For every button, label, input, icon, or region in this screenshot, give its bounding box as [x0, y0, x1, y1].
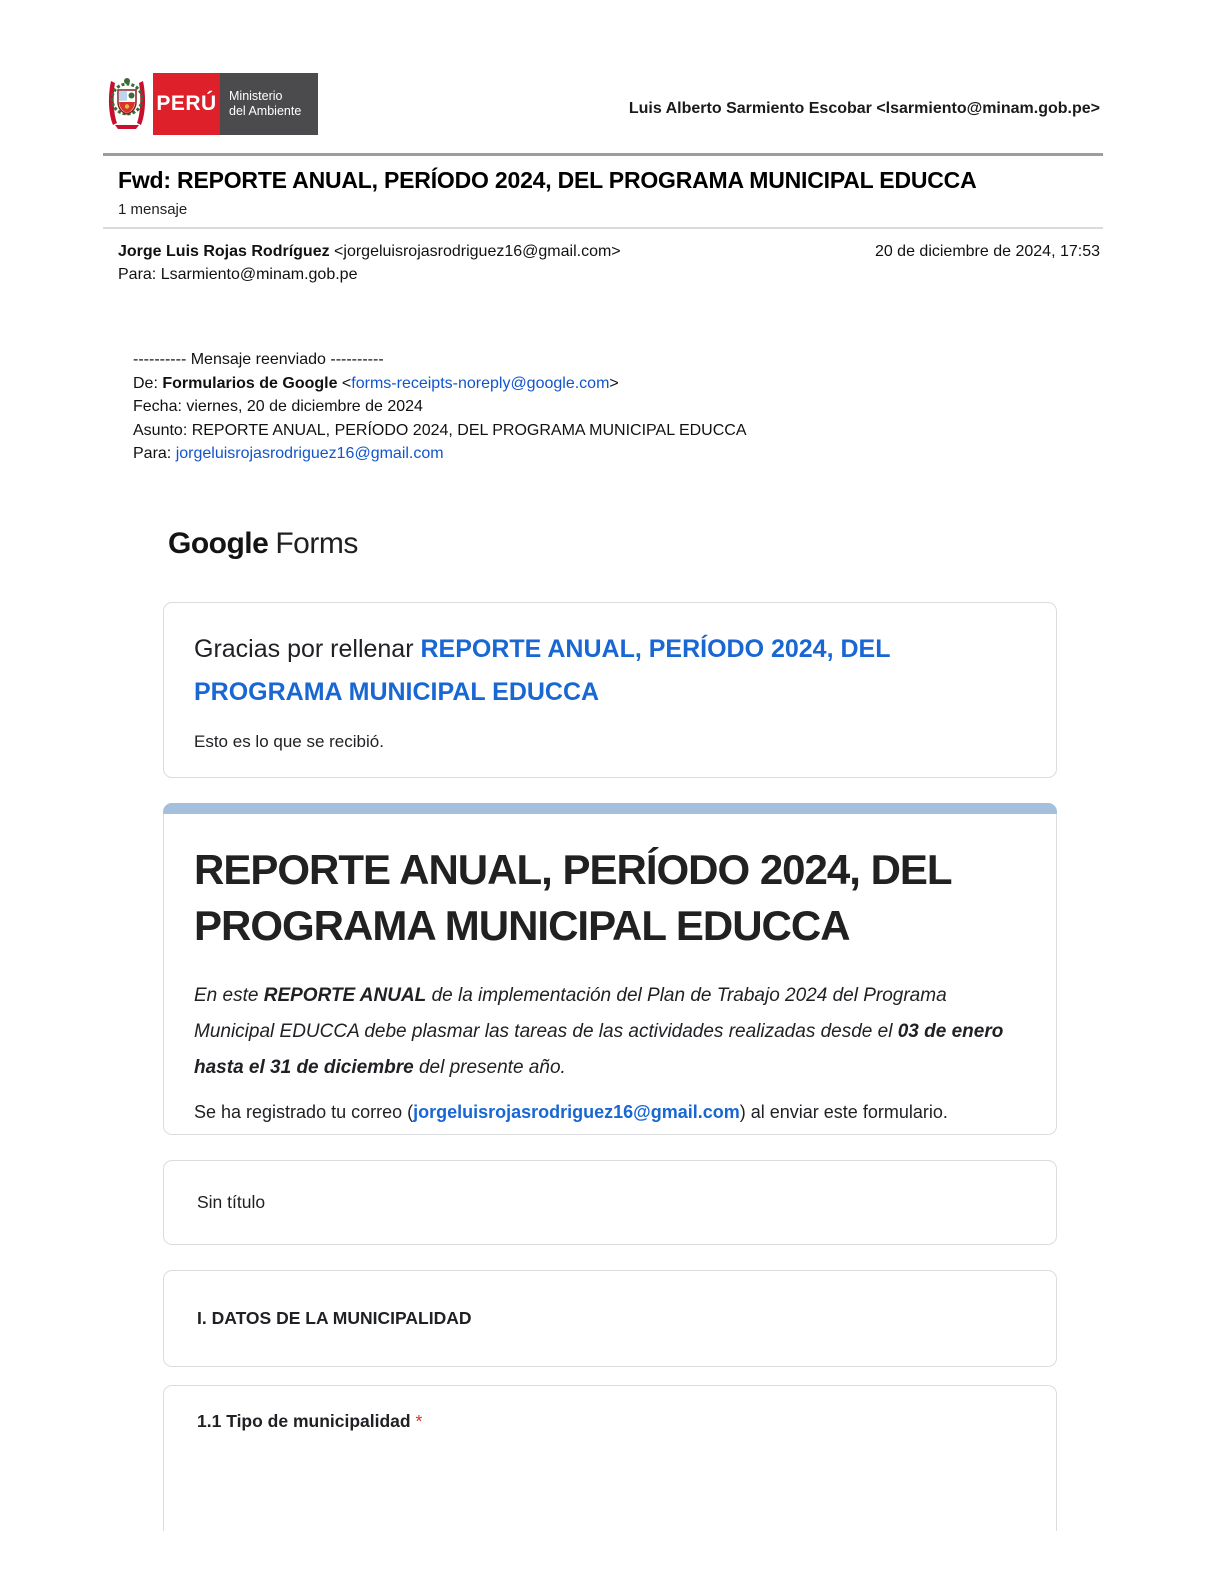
message-count: 1 mensaje — [118, 201, 188, 218]
text-segment: Fecha: viernes, 20 de diciembre de 2024 — [133, 398, 423, 415]
text-segment: de la implementación del Plan de Trabajo 2024 del Programa — [426, 985, 947, 1006]
text-segment: < — [337, 374, 352, 392]
text-segment: hasta el 31 de diciembre — [194, 1057, 414, 1078]
text-segment: ) al enviar este formulario. — [739, 1102, 948, 1122]
form-title-link[interactable]: REPORTE ANUAL, PERÍODO 2024, DEL — [420, 635, 891, 663]
text-segment: En este — [194, 985, 264, 1006]
text-line — [194, 978, 1026, 1014]
sender-name-email — [118, 243, 621, 261]
text-segment: REPORTE ANUAL, PERÍODO 2024, DEL — [194, 846, 952, 893]
forwarded-sender-email-link[interactable]: forms-receipts-noreply@google.com — [351, 374, 610, 392]
card-accent-bar — [163, 803, 1057, 814]
text-segment: ---------- Mensaje reenviado ---------- — [133, 351, 384, 368]
untitled-section-card — [163, 1160, 1057, 1245]
municipality-section-title: I. DATOS DE LA MUNICIPALIDAD — [197, 1308, 472, 1328]
forwarded-message-header — [133, 348, 747, 466]
text-line — [133, 348, 747, 372]
ministry-line2: del Ambiente — [229, 104, 302, 118]
sender-row — [118, 243, 1100, 261]
text-line — [194, 1014, 1026, 1050]
thread-divider — [103, 227, 1103, 229]
question-label — [197, 1411, 1023, 1432]
text-segment: Para: — [133, 445, 176, 462]
peru-coat-of-arms-icon — [107, 73, 153, 135]
text-segment: > — [609, 374, 619, 392]
ministry-name — [220, 73, 318, 135]
text-segment: Gracias por rellenar — [194, 635, 421, 663]
text-line — [194, 671, 1026, 714]
form-title — [194, 842, 1026, 954]
form-summary-card — [163, 803, 1057, 1135]
text-segment: 1.1 Tipo de municipalidad — [197, 1411, 416, 1431]
municipality-section-card — [163, 1270, 1057, 1367]
text-line — [194, 898, 1026, 954]
text-line — [194, 842, 1026, 898]
forms-wordmark: Forms — [275, 527, 358, 560]
text-segment: De: — [133, 374, 163, 392]
text-line — [194, 1050, 1026, 1086]
text-line — [133, 419, 747, 443]
header-divider — [103, 153, 1103, 156]
text-segment: PROGRAMA MUNICIPAL EDUCCA — [194, 902, 850, 949]
text-segment: Se ha registrado tu correo ( — [194, 1102, 414, 1122]
email-subject: Fwd: REPORTE ANUAL, PERÍODO 2024, DEL PROGRAMA MUNICIPAL EDUCCA — [118, 167, 977, 193]
text-line — [133, 395, 747, 419]
text-segment: REPORTE ANUAL — [263, 985, 427, 1006]
ministry-line1: Ministerio — [229, 89, 283, 103]
thanks-heading — [194, 628, 1026, 714]
text-segment: 03 de enero — [897, 1021, 1004, 1042]
text-line — [118, 243, 621, 261]
text-segment: Asunto: REPORTE ANUAL, PERÍODO 2024, DEL PROGRAMA MUNICIPAL EDUCCA — [133, 421, 747, 439]
account-owner-email: Luis Alberto Sarmiento Escobar <lsarmiento@minam.gob.pe> — [628, 100, 1100, 117]
peru-label: PERÚ — [156, 92, 217, 115]
peru-wordmark — [153, 73, 220, 135]
text-line — [194, 1102, 1026, 1123]
thanks-subtext: Esto es lo que se recibió. — [194, 732, 384, 751]
message-date: 20 de diciembre de 2024, 17:53 — [874, 243, 1100, 260]
thanks-card — [163, 602, 1057, 778]
text-segment: * — [415, 1411, 423, 1431]
question-card — [163, 1385, 1057, 1531]
text-line — [133, 372, 747, 396]
recipient-line: Para: Lsarmiento@minam.gob.pe — [118, 266, 358, 283]
text-segment: Jorge Luis Rojas Rodríguez — [118, 243, 330, 260]
form-title-link[interactable]: PROGRAMA MUNICIPAL EDUCCA — [194, 678, 600, 706]
text-segment: Formularios de Google — [162, 374, 338, 392]
text-line — [197, 1411, 1023, 1432]
text-segment: Municipal EDUCCA debe plasmar las tareas de las actividades realizadas desde el — [194, 1021, 898, 1042]
registered-email-link[interactable]: jorgeluisrojasrodriguez16@gmail.com — [413, 1102, 740, 1122]
text-line — [133, 442, 747, 466]
text-segment: del presente año. — [413, 1057, 566, 1078]
forwarded-recipient-email-link[interactable]: jorgeluisrojasrodriguez16@gmail.com — [175, 445, 444, 462]
google-forms-logo — [168, 527, 358, 561]
text-line — [194, 628, 1026, 671]
form-description — [194, 978, 1026, 1086]
text-segment: <jorgeluisrojasrodriguez16@gmail.com> — [329, 243, 621, 260]
minam-logo — [107, 73, 318, 135]
section-title: Sin título — [197, 1192, 266, 1212]
registration-note — [194, 1102, 1026, 1123]
google-wordmark: Google — [168, 527, 269, 560]
